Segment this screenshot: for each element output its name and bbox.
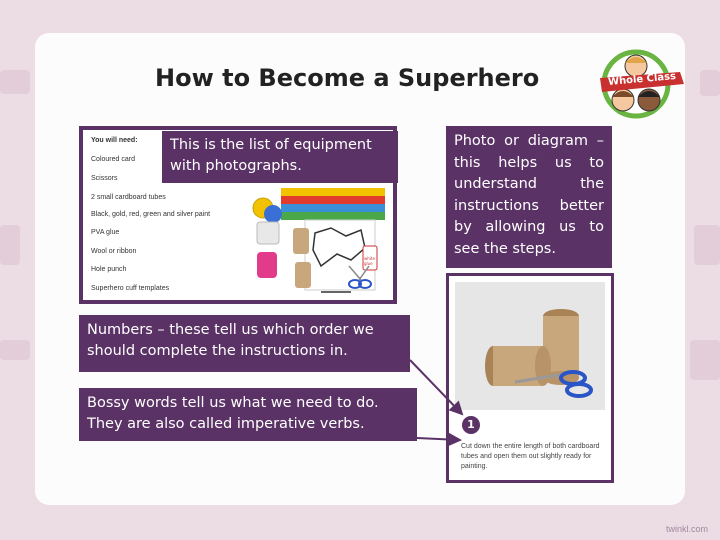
- background-shape: [694, 225, 720, 265]
- background-shape: [690, 340, 720, 380]
- equipment-callout: This is the list of equipment with photographs.: [162, 131, 398, 183]
- equipment-photo: [251, 188, 391, 298]
- equipment-item: Scissors: [91, 175, 118, 182]
- step-photo: [455, 282, 605, 410]
- background-shape: [0, 225, 20, 265]
- equipment-item: PVA glue: [91, 229, 120, 236]
- equipment-item: 2 small cardboard tubes: [91, 194, 166, 201]
- equipment-item: You will need:: [91, 137, 138, 144]
- diagram-callout: Photo or diagram – this helps us to understand the instructions better by allowing us to see the steps.: [446, 126, 612, 268]
- footer-brand: twinkl.com: [665, 524, 708, 534]
- background-shape: [0, 70, 30, 94]
- background-shape: [700, 70, 720, 96]
- whole-class-badge: [596, 46, 688, 124]
- equipment-item: Coloured card: [91, 156, 135, 163]
- step-number-badge: 1: [462, 416, 480, 434]
- step-panel: [446, 273, 614, 483]
- bossy-words-callout: Bossy words tell us what we need to do. They are also called imperative verbs.: [79, 388, 417, 441]
- background-shape: [0, 340, 30, 360]
- page-title: How to Become a Superhero: [155, 64, 540, 92]
- equipment-item: Black, gold, red, green and silver paint: [91, 211, 211, 218]
- step-card: [449, 276, 611, 480]
- badge-label: Whole Class: [607, 71, 677, 88]
- numbers-callout: Numbers – these tell us which order we should complete the instructions in.: [79, 315, 410, 372]
- equipment-item: Wool or ribbon: [91, 248, 137, 255]
- step-instruction: Cut down the entire length of both cardboard tubes and open them out slightly ready for painting.: [461, 443, 600, 470]
- equipment-item: Superhero cuff templates: [91, 285, 170, 292]
- equipment-item: Hole punch: [91, 266, 127, 273]
- glue-label: white glue: [364, 256, 375, 266]
